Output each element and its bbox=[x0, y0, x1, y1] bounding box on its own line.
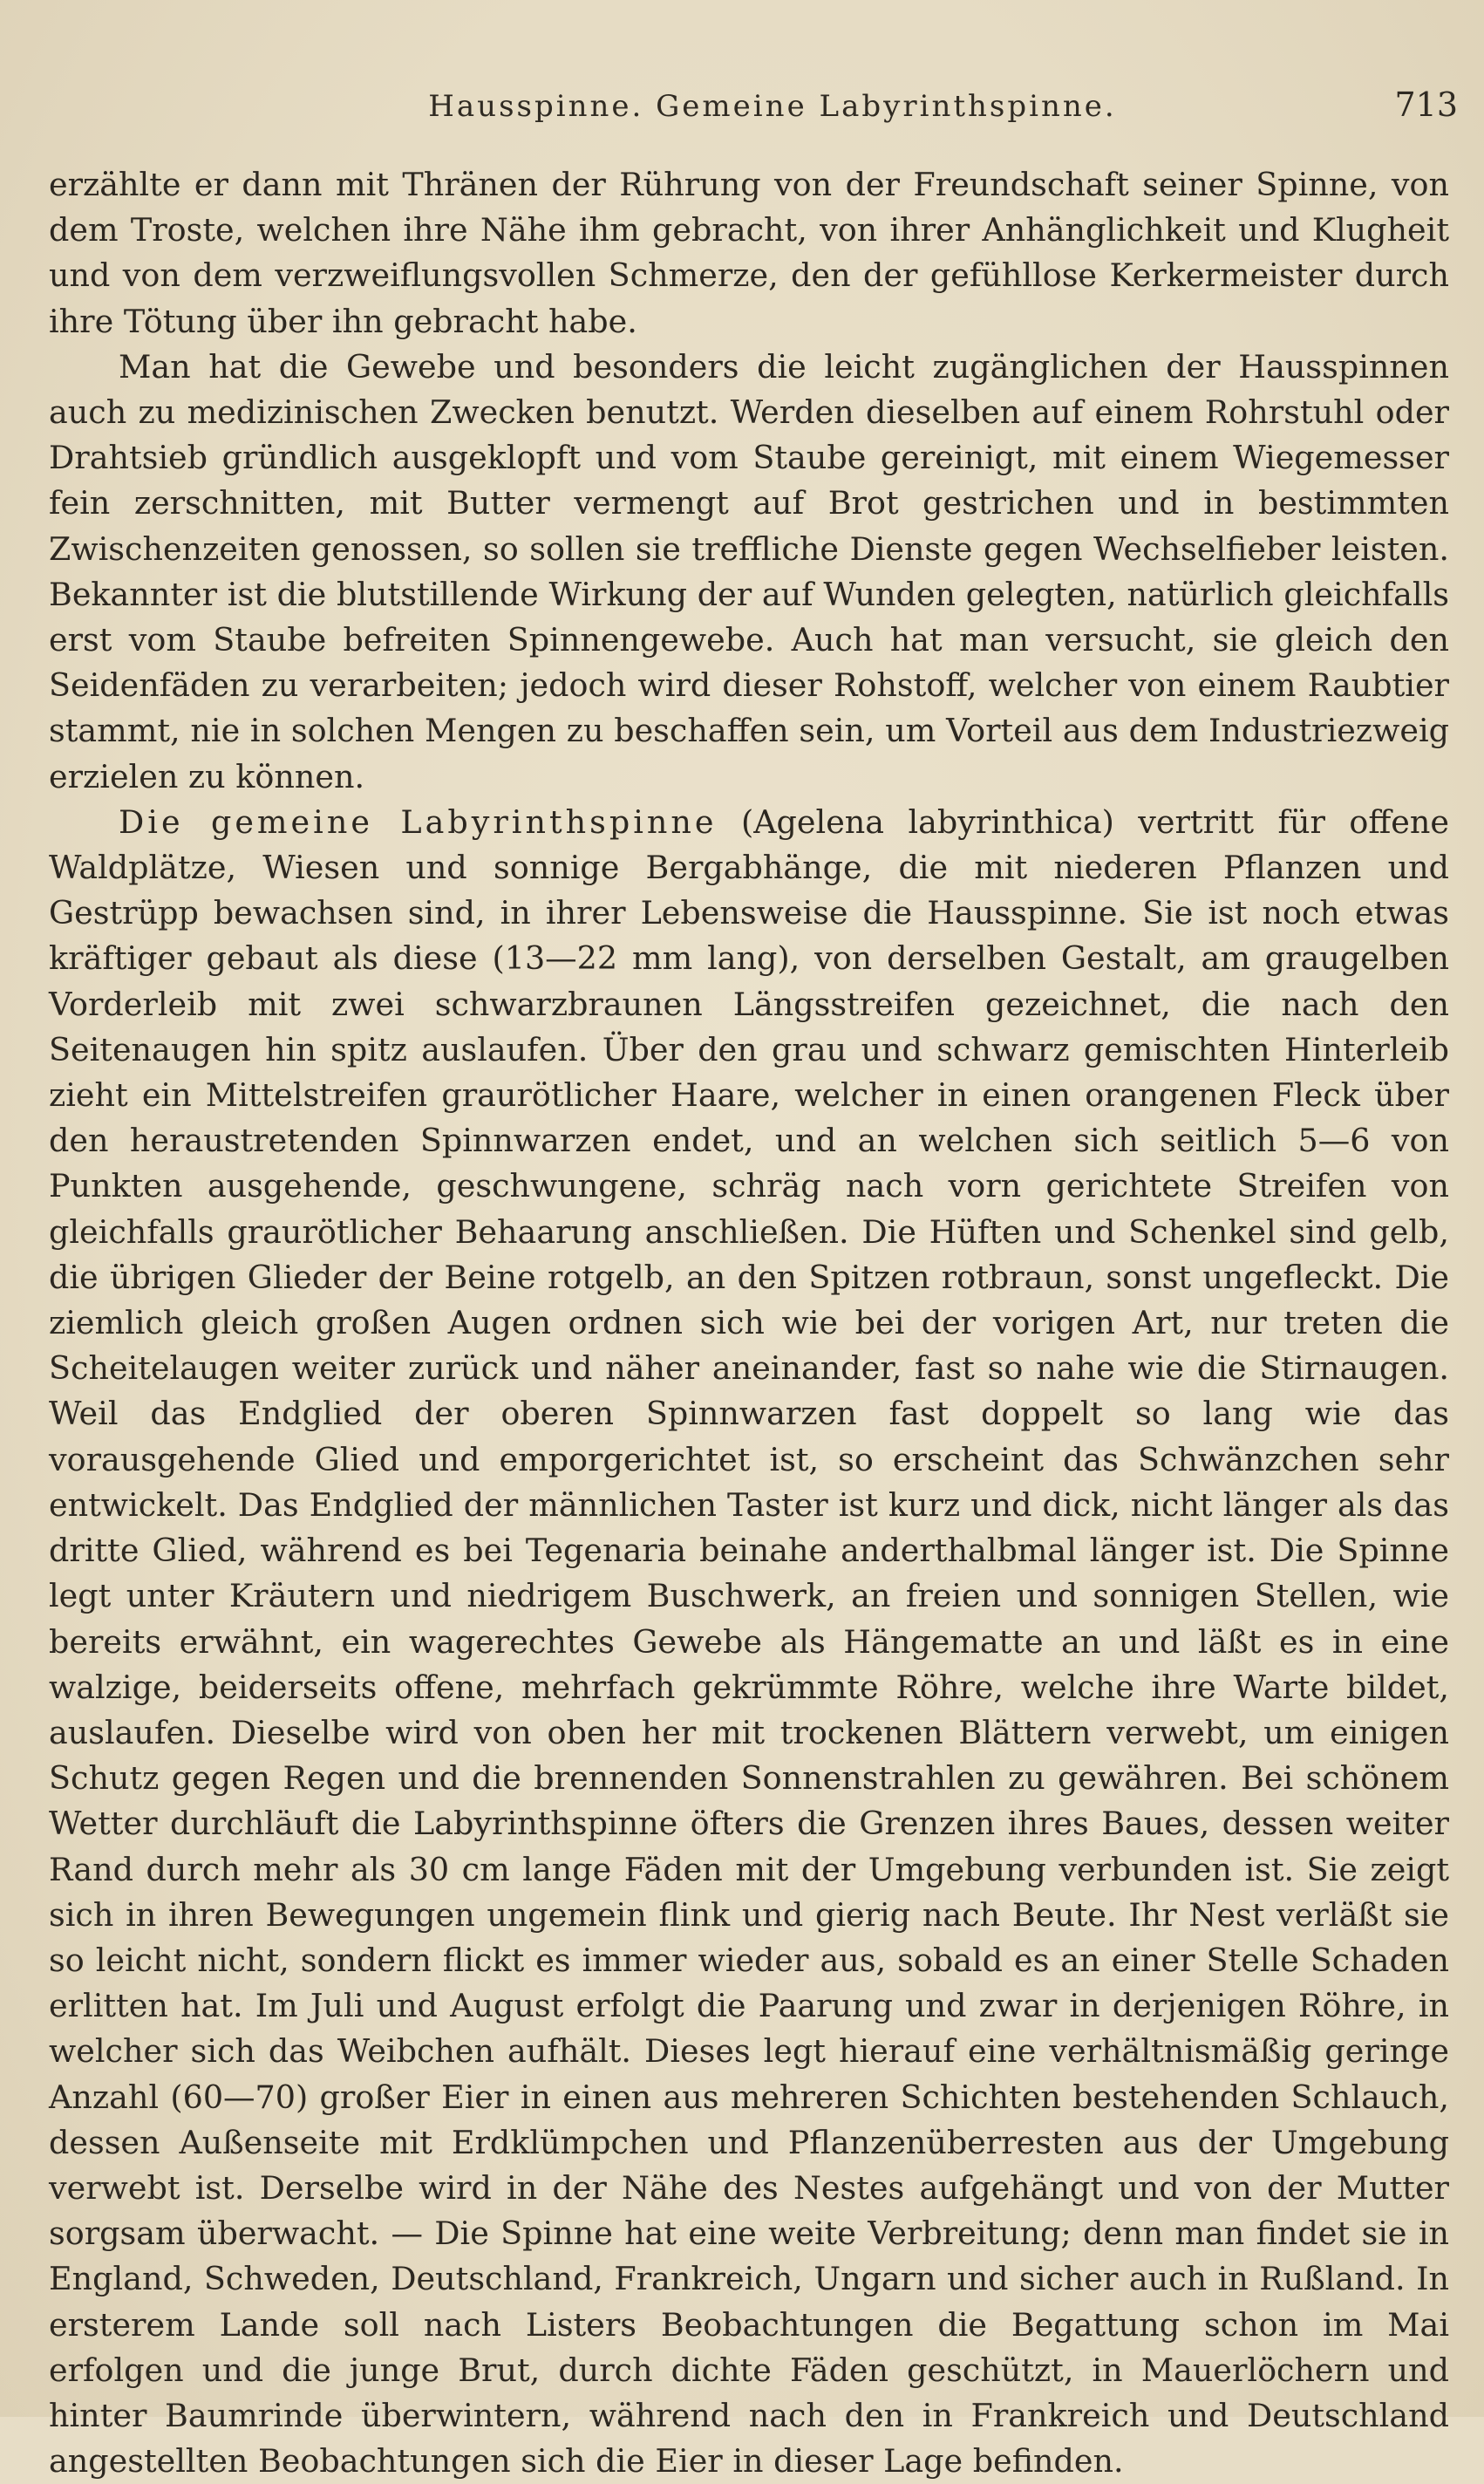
paragraph-3 bbox=[49, 800, 1449, 2484]
paragraph-3-text: (Agelena labyrinthica) vertritt für offene Waldplätze, Wiesen und sonnige Bergabhänge, die mit niederen Pflanzen und Gestrüpp bewachsen sind, in ihrer Lebensweise die Hausspinne. Sie ist noch etwas kräftiger gebaut als diese (13—22 mm lang), von derselben Gestalt, am graugelben Vorderleib mit zwei schwarzbraunen Längsstreifen gezeichnet, die nach den Seitenaugen hin spitz auslaufen. Über den grau und schwarz gemischten Hinterleib zieht ein Mittelstreifen graurötlicher Haare, welcher in einen orangenen Fleck über den heraustretenden Spinnwarzen endet, und an welchen sich seitlich 5—6 von Punkten ausgehende, geschwungene, schräg nach vorn gerichtete Streifen von gleichfalls graurötlicher Behaarung anschließen. Die Hüften und Schenkel sind gelb, die übrigen Glieder der Beine rotgelb, an den Spitzen rotbraun, sonst ungefleckt. Die ziemlich gleich großen Augen ordnen sich wie bei der vorigen Art, nur treten die Scheitelaugen weiter zurück und näher aneinander, fast so nahe wie die Stirnaugen. Weil das Endglied der oberen Spinnwarzen fast doppelt so lang wie das vorausgehende Glied und emporgerichtet ist, so erscheint das Schwänzchen sehr entwickelt. Das Endglied der männlichen Taster ist kurz und dick, nicht länger als das dritte Glied, während es bei Tegenaria beinahe anderthalbmal länger ist. Die Spinne legt unter Kräutern und niedrigem Buschwerk, an freien und sonnigen Stellen, wie bereits erwähnt, ein wagerechtes Gewebe als Hängematte an und läßt es in eine walzige, beiderseits offene, mehrfach gekrümmte Röhre, welche ihre Warte bildet, auslaufen. Dieselbe wird von oben her mit trockenen Blättern verwebt, um einigen Schutz gegen Regen und die brennenden Sonnenstrahlen zu gewähren. Bei schönem Wetter durchläuft die Labyrinthspinne öfters die Grenzen ihres Baues, dessen weiter Rand durch mehr als 30 cm lange Fäden mit der Umgebung verbunden ist. Sie zeigt sich in ihren Bewegungen ungemein flink und gierig nach Beute. Ihr Nest verläßt sie so leicht nicht, sondern flickt es immer wieder aus, sobald es an einer Stelle Schaden erlitten hat. Im Juli und August erfolgt die Paarung und zwar in derjenigen Röhre, in welcher sich das Weibchen aufhält. Dieses legt hierauf eine verhältnismäßig geringe Anzahl (60—70) großer Eier in einen aus mehreren Schichten bestehenden Schlauch, dessen Außenseite mit Erdklümpchen und Pflanzenüberresten aus der Umgebung verwebt ist. Derselbe wird in der Nähe des Nestes aufgehängt und von der Mutter sorgsam überwacht. — Die Spinne hat eine weite Verbreitung; denn man findet sie in England, Schweden, Deutschland, Frankreich, Ungarn und sicher auch in Rußland. In ersterem Lande soll nach Listers Beobachtungen die Begattung schon im Mai erfolgen und die junge Brut, durch dichte Fäden geschützt, in Mauerlöchern und hinter Baumrinde überwintern, während nach den in Frankreich und Deutschland angestellten Beobachtungen sich die Eier in dieser Lage befinden. bbox=[49, 802, 1449, 2481]
page-header bbox=[87, 85, 1458, 138]
running-title: Hausspinne. Gemeine Labyrinthspinne. bbox=[428, 89, 1117, 124]
paragraph-1: erzählte er dann mit Thränen der Rührung von der Freundschaft seiner Spinne, von dem Troste, welchen ihre Nähe ihm gebracht, von ihrer Anhänglichkeit und Klugheit und von dem verzweiflungsvollen Schmerze, den der gefühllose Kerkermeister durch ihre Tötung über ihn gebracht habe. bbox=[49, 166, 1449, 340]
page-number: 713 bbox=[1394, 85, 1458, 124]
paragraph-2: Man hat die Gewebe und besonders die leicht zugänglichen der Hausspinnen auch zu medizinischen Zwecken benutzt. Werden dieselben auf einem Rohrstuhl oder Drahtsieb gründlich ausgeklopft und vom Staube gereinigt, mit einem Wiegemesser fein zerschnitten, mit Butter vermengt auf Brot gestrichen und in bestimmten Zwischenzeiten genossen, so sollen sie treffliche Dienste gegen Wechselfieber leisten. Bekannter ist die blutstillende Wirkung der auf Wunden gelegten, natürlich gleichfalls erst vom Staube befreiten Spinnengewebe. Auch hat man versucht, sie gleich den Seidenfäden zu verarbeiten; jedoch wird dieser Rohstoff, welcher von einem Raubtier stammt, nie in solchen Mengen zu beschaffen sein, um Vorteil aus dem Industriezweig erzielen zu können. bbox=[49, 347, 1449, 795]
body-text bbox=[49, 162, 1449, 2484]
species-name: Die gemeine Labyrinthspinne bbox=[119, 802, 718, 841]
